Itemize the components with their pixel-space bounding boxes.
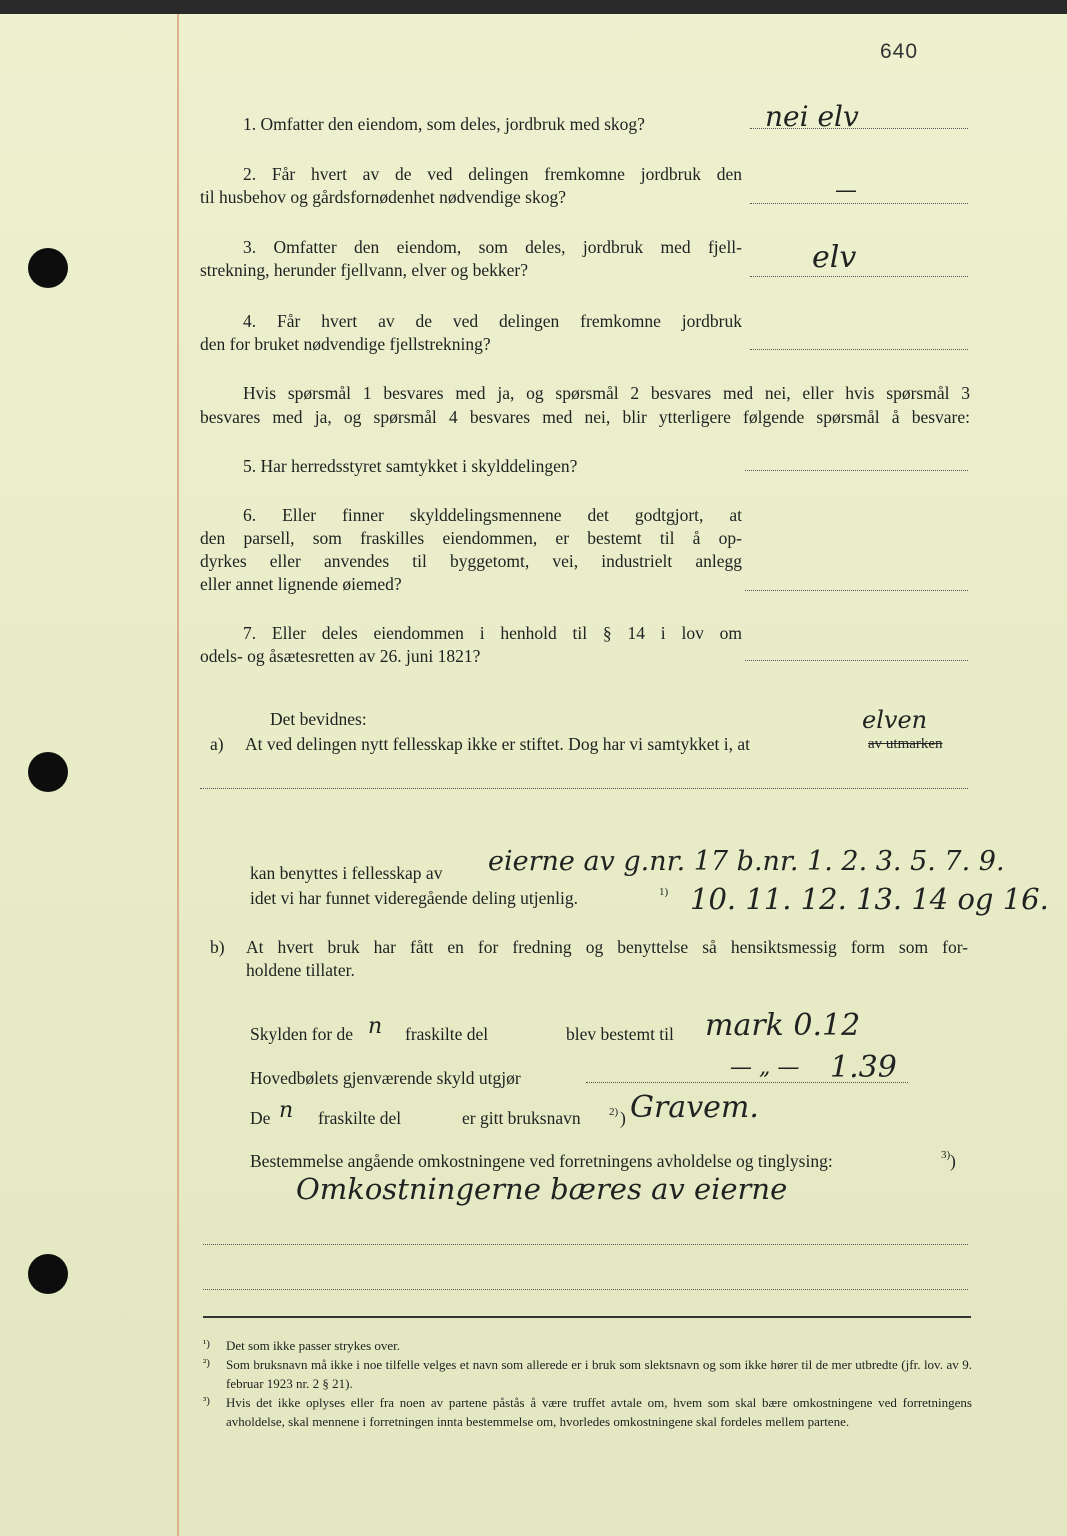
answer-line	[745, 660, 968, 661]
skyld-amount: mark 0.12	[705, 1008, 861, 1043]
item-a-label: a)	[210, 734, 224, 754]
omkostning-answer: Omkostningerne bæres av eierne	[296, 1172, 788, 1206]
hovedbol-amount: 1.39	[830, 1050, 897, 1085]
footnote-3: Hvis det ikke oplyses eller fra noen av partene påstås å være truffet avtale om, hvem som skal bære omkostningene ved forretningens avholdelse, skal mennene i forretningen innta bestemmelse om, hvorledes omkostningene skal fordeles mellem partene.	[226, 1395, 972, 1429]
margin-line	[177, 14, 179, 1536]
question-6-line-3: dyrkes eller anvendes til byggetomt, vei, industrielt anlegg	[200, 551, 742, 571]
footnote-3-mark: ³)	[203, 1395, 210, 1407]
omkostning-paren: )	[950, 1151, 956, 1171]
omkostning-label: Bestemmelse angående omkostningene ved forretningens avholdelse og tinglysing:	[250, 1151, 833, 1171]
footnote-1: Det som ikke passer strykes over.	[226, 1338, 401, 1353]
item-a-struck-text: av utmarken	[868, 736, 943, 752]
question-2-line-2: til husbehov og gårdsfornødenhet nødvendige skog?	[200, 187, 566, 207]
item-a-insertion: elven	[862, 706, 928, 734]
question-6-line-2: den parsell, som fraskilles eiendommen, er bestemt til å op-	[200, 528, 742, 548]
skyld-hand-suffix: n	[368, 1014, 383, 1039]
answer-line	[750, 349, 968, 350]
answer-line	[750, 276, 968, 277]
findings-intro: Det bevidnes:	[270, 709, 367, 729]
idet-hand: 10. 11. 12. 13. 14 og 16.	[690, 882, 1049, 916]
idet-text: idet vi har funnet videregående deling utjenlig.	[250, 888, 579, 908]
question-6-line-1: 6. Eller finner skylddelingsmennene det godtgjort, at	[243, 505, 742, 525]
answer-2: —	[835, 178, 857, 203]
question-3-line-2: strekning, herunder fjellvann, elver og bekker?	[200, 260, 528, 280]
punch-hole	[28, 752, 68, 792]
question-1: 1. Omfatter den eiendom, som deles, jordbruk med skog?	[243, 114, 645, 134]
condition-line-1: Hvis spørsmål 1 besvares med ja, og spørsmål 2 besvares med nei, eller hvis spørsmål 3	[243, 383, 970, 403]
question-4-line-1: 4. Får hvert av de ved delingen fremkomne jordbruk	[243, 311, 742, 331]
bruksnavn-fraskilte: fraskilte del	[318, 1108, 402, 1128]
item-b-line-2: holdene tillater.	[246, 960, 355, 980]
question-3-line-1: 3. Omfatter den eiendom, som deles, jordbruk med fjell-	[243, 237, 742, 257]
question-6-line-4: eller annet lignende øiemed?	[200, 574, 402, 594]
skyld-label: Skylden for de	[250, 1024, 354, 1044]
skyld-bestemt: blev bestemt til	[566, 1024, 674, 1044]
footnote-ref-2: 2)	[609, 1106, 619, 1118]
kan-benyttes-hand: eierne av g.nr. 17 b.nr. 1. 2. 3. 5. 7. 9.	[488, 846, 1005, 877]
blank-line	[203, 1289, 968, 1290]
hovedbol-ditto: — „ —	[730, 1055, 800, 1080]
punch-hole	[28, 1254, 68, 1294]
condition-line-2: besvares med ja, og spørsmål 4 besvares med nei, blir ytterligere følgende spørsmål å besvare:	[200, 407, 970, 427]
footnote-ref-1: 1)	[659, 886, 669, 898]
answer-line	[745, 590, 968, 591]
item-b-line-1: At hvert bruk har fått en for fredning og benyttelse så hensiktsmessig form som for-	[246, 937, 968, 957]
question-7-line-1: 7. Eller deles eiendommen i henhold til § 14 i lov om	[243, 623, 742, 643]
question-5: 5. Har herredsstyret samtykket i skylddelingen?	[243, 456, 578, 476]
question-7-line-2: odels- og åsætesretten av 26. juni 1821?	[200, 646, 481, 666]
question-4-line-2: den for bruket nødvendige fjellstrekning?	[200, 334, 491, 354]
bruksnavn-paren: )	[620, 1108, 626, 1128]
footnote-2-mark: ²)	[203, 1357, 210, 1369]
bruksnavn-label: er gitt bruksnavn	[462, 1108, 581, 1128]
bruksnavn-de: De	[250, 1108, 271, 1128]
answer-line	[745, 470, 968, 471]
footnote-ref-3: 3)	[941, 1149, 951, 1161]
item-b-label: b)	[210, 937, 225, 957]
page-number: 640	[880, 40, 919, 63]
kan-benyttes-text: kan benyttes i fellesskap av	[250, 863, 443, 883]
answer-1: nei elv	[765, 100, 859, 133]
answer-line	[750, 203, 968, 204]
punch-hole	[28, 248, 68, 288]
blank-line	[203, 1244, 968, 1245]
footnote-rule	[203, 1316, 971, 1318]
footnote-1-mark: ¹)	[203, 1338, 210, 1350]
blank-line	[200, 788, 968, 789]
question-2-line-1: 2. Får hvert av de ved delingen fremkomne jordbruk den	[243, 164, 742, 184]
bruksnavn-name: Gravem.	[630, 1090, 759, 1125]
bruksnavn-hand-suffix: n	[279, 1098, 294, 1123]
answer-3: elv	[812, 240, 857, 275]
hovedbol-label: Hovedbølets gjenværende skyld utgjør	[250, 1068, 521, 1088]
footnote-2: Som bruksnavn må ikke i noe tilfelle velges et navn som allerede er i bruk som slektsnavn og som ikke hører til de mer utbredte (jfr. lov. av 9. februar 1923 nr. 2 § 21).	[226, 1357, 972, 1391]
skyld-fraskilte: fraskilte del	[405, 1024, 489, 1044]
scan-edge	[0, 0, 1067, 14]
item-a-text: At ved delingen nytt fellesskap ikke er stiftet. Dog har vi samtykket i, at	[245, 734, 750, 754]
